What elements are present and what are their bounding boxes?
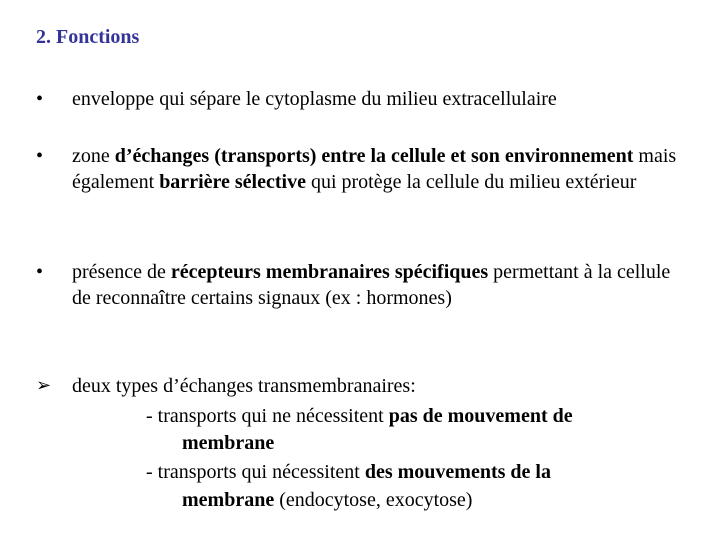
sub-item-1-line-1	[146, 403, 686, 429]
text-segment-bold: d’échanges (transports) entre la cellule et son environnement	[114, 145, 634, 167]
arrow-bullet-icon: ➢	[36, 375, 52, 396]
text-segment-bold: pas de mouvement de	[388, 405, 573, 427]
text-segment-bold: des mouvements de la	[364, 461, 551, 483]
text-segment-bold: membrane	[182, 489, 275, 511]
text-segment: (endocytose, exocytose)	[274, 489, 473, 511]
sub-item-2-line-1	[146, 459, 686, 485]
sub-item-1-line-2	[182, 430, 682, 456]
bullet-icon: •	[36, 261, 44, 283]
arrow-item-text: deux types d’échanges transmembranaires:	[72, 375, 416, 397]
text-segment-bold: barrière sélective	[159, 171, 306, 193]
text-segment: qui protège la cellule du milieu extérieur	[305, 171, 637, 193]
text-segment: enveloppe qui sépare le cytoplasme du milieu extracellulaire	[72, 88, 557, 110]
text-segment: zone	[72, 145, 115, 167]
text-segment: - transports qui nécessitent	[146, 461, 365, 483]
bullet-icon: •	[36, 145, 44, 167]
bullet-text	[72, 259, 692, 311]
text-segment: - transports qui ne nécessitent	[146, 405, 389, 427]
text-segment: présence de	[72, 261, 171, 283]
bullet-text	[72, 143, 692, 195]
section-heading: 2. Fonctions	[36, 26, 140, 48]
text-segment-bold: membrane	[182, 432, 275, 454]
text-segment-bold: récepteurs membranaires spécifiques	[170, 261, 489, 283]
sub-item-2-line-2	[182, 487, 682, 513]
text-segment: permettant à la cellule de reconnaître certains signaux (ex : hormones)	[72, 261, 671, 309]
bullet-icon: •	[36, 88, 44, 110]
bullet-text	[72, 86, 692, 112]
text-segment: mais également	[72, 145, 677, 193]
